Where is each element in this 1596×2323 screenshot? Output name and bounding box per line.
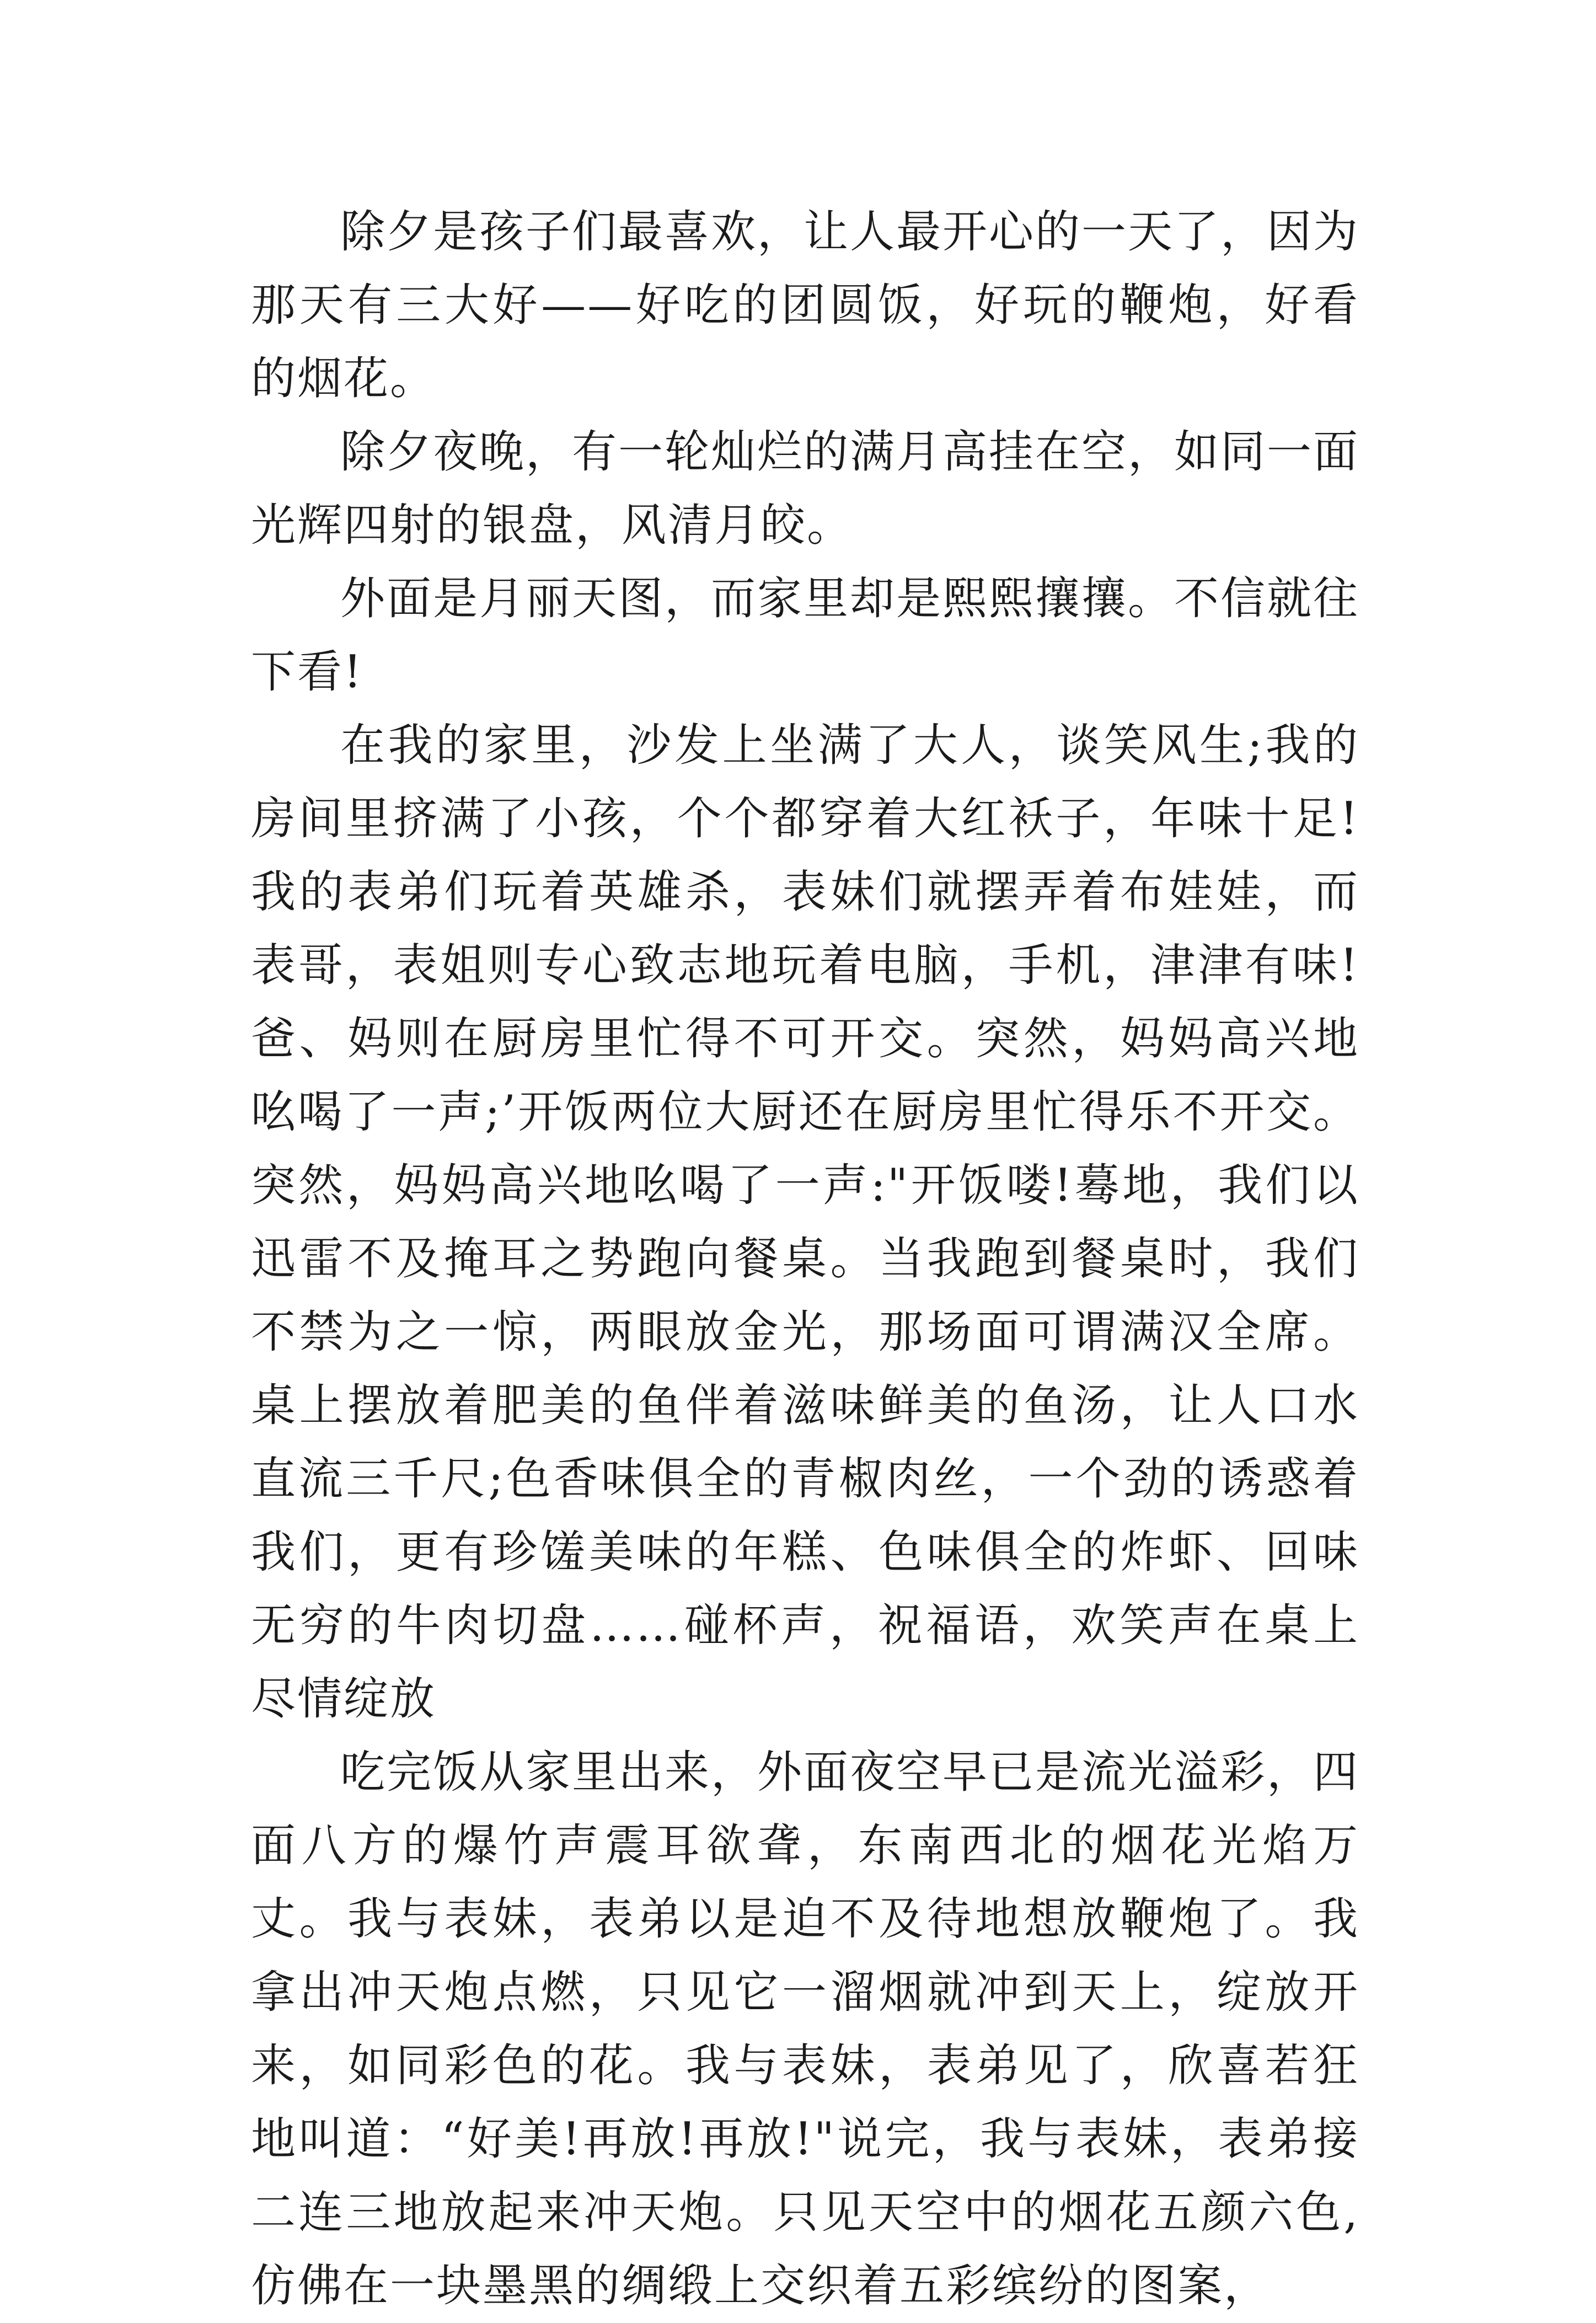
paragraph-3: 外面是月丽天图，而家里却是熙熙攘攘。不信就往下看! — [251, 573, 1360, 698]
essay-body — [251, 196, 1359, 2323]
paragraph-4: 在我的家里，沙发上坐满了大人，谈笑风生;我的房间里挤满了小孩，个个都穿着大红袄子，年味十足!我的表弟们玩着英雄杀，表妹们就摆弄着布娃娃，而表哥，表姐则专心致志地玩着电脑，手机，津津有味!爸、妈则在厨房里忙得不可开交。突然，妈妈高兴地吆喝了一声;’开饭两位大厨还在厨房里忙得乐不开交。突然，妈妈高兴地吆喝了一声:"开饭喽!蓦地，我们以迅雷不及掩耳之势跑向餐桌。当我跑到餐桌时，我们不禁为之一惊，两眼放金光，那场面可谓满汉全席。桌上摆放着肥美的鱼伴着滋味鲜美的鱼汤，让人口水直流三千尺;色香味俱全的青椒肉丝，一个劲的诱惑着我们，更有珍馐美味的年糕、色味俱全的炸虾、回味无穷的牛肉切盘……碰杯声，祝福语，欢笑声在桌上尽情绽放 — [251, 720, 1359, 1725]
paragraph-5: 吃完饭从家里出来，外面夜空早已是流光溢彩，四面八方的爆竹声震耳欲聋，东南西北的烟花光焰万丈。我与表妹，表弟以是迫不及待地想放鞭炮了。我拿出冲天炮点燃，只见它一溜烟就冲到天上，绽放开来，如同彩色的花。我与表妹，表弟见了，欣喜若狂地叫道：“好美!再放!再放!"说完，我与表妹，表弟接二连三地放起来冲天炮。只见天空中的烟花五颜六色,仿佛在一块墨黑的绸缎上交织着五彩缤纷的图案， — [251, 1747, 1360, 2312]
paragraph-2: 除夕夜晚，有一轮灿烂的满月高挂在空，如同一面光辉四射的银盘，风清月皎。 — [251, 426, 1360, 552]
paragraph-1: 除夕是孩子们最喜欢，让人最开心的一天了，因为那天有三大好——好吃的团圆饭，好玩的鞭炮，好看的烟花。 — [251, 206, 1360, 405]
